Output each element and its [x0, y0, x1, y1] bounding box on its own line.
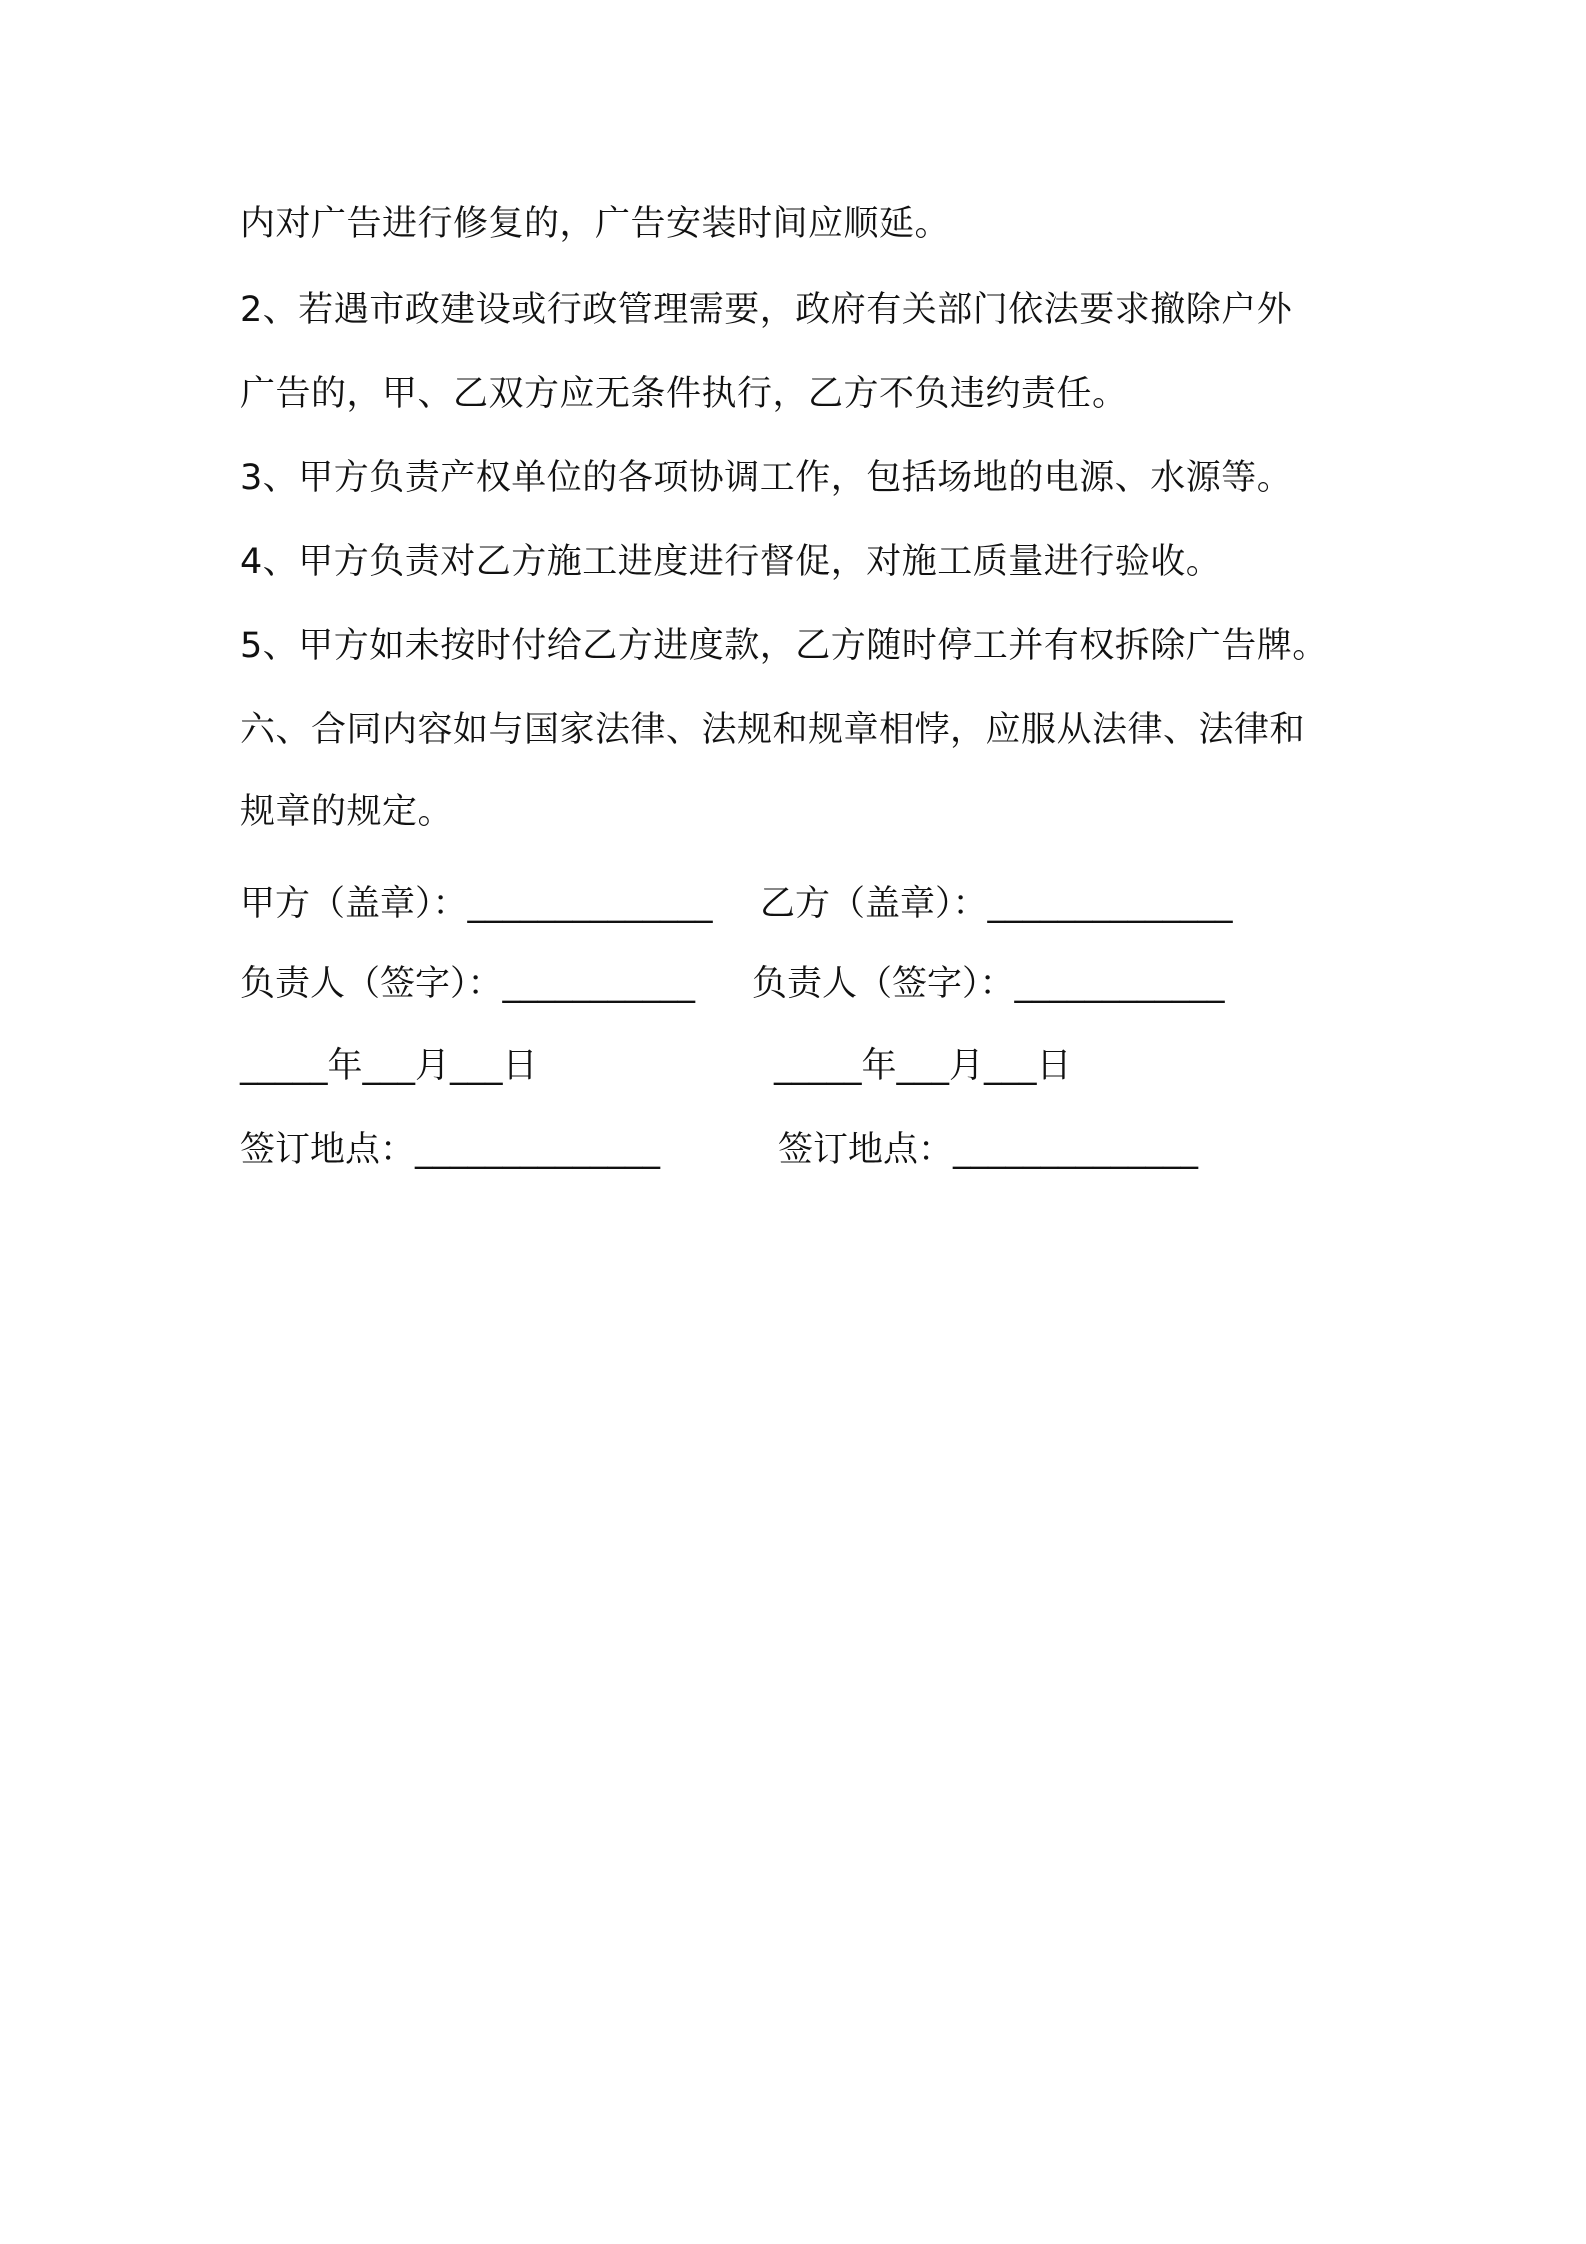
paragraph-line-6: 5、甲方如未按时付给乙方进度款，乙方随时停工并有权拆除广告牌。 [240, 626, 1328, 666]
paragraph-line-3: 广告的，甲、乙双方应无条件执行，乙方不负违约责任。 [240, 374, 1128, 414]
party-b-seal-field: 乙方（盖章）：______________ [760, 884, 1233, 924]
paragraph-line-5: 4、甲方负责对乙方施工进度进行督促，对施工质量进行验收。 [240, 542, 1222, 582]
paragraph-line-1: 内对广告进行修复的，广告安装时间应顺延。 [240, 204, 951, 244]
paragraph-line-7: 六、合同内容如与国家法律、法规和规章相悖，应服从法律、法律和 [240, 710, 1306, 750]
party-a-date-field: _____年___月___日 [240, 1046, 538, 1086]
party-b-place-field: 签订地点：______________ [778, 1130, 1199, 1170]
paragraph-line-8: 规章的规定。 [240, 792, 454, 832]
paragraph-line-4: 3、甲方负责产权单位的各项协调工作，包括场地的电源、水源等。 [240, 458, 1293, 498]
party-a-seal-field: 甲方（盖章）：______________ [240, 884, 713, 924]
party-b-date-field: _____年___月___日 [774, 1046, 1072, 1086]
paragraph-line-2: 2、若遇市政建设或行政管理需要，政府有关部门依法要求撤除户外 [240, 290, 1293, 330]
party-a-rep-field: 负责人（签字）：___________ [240, 964, 696, 1004]
party-a-place-field: 签订地点：______________ [240, 1130, 661, 1170]
party-b-rep-field: 负责人（签字）：____________ [752, 964, 1225, 1004]
